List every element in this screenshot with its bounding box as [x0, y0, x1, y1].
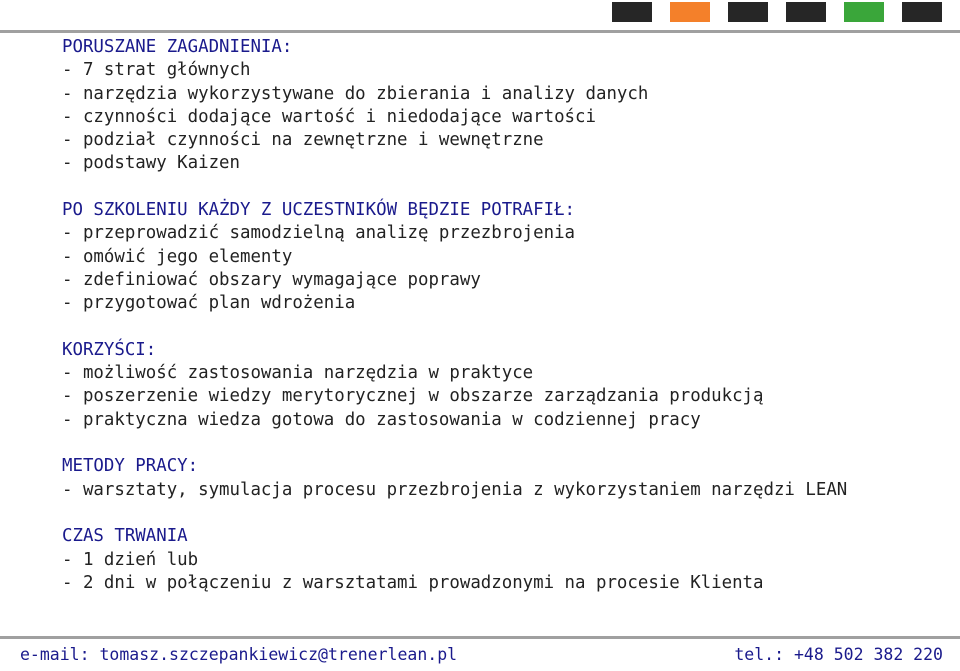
- section-benefits: [62, 339, 942, 432]
- list-item: - 2 dni w połączeniu z warsztatami prowadzonymi na procesie Klienta: [62, 572, 764, 593]
- main-content: [62, 36, 942, 618]
- header-color-bar-4: [786, 2, 826, 22]
- section-heading: PO SZKOLENIU KAŻDY Z UCZESTNIKÓW BĘDZIE POTRAFIŁ:: [62, 200, 576, 221]
- header-color-bars: [612, 2, 942, 22]
- list-item: - narzędzia wykorzystywane do zbierania i analizy danych: [62, 83, 649, 104]
- list-item: - przygotować plan wdrożenia: [62, 293, 356, 314]
- list-item: - przeprowadzić samodzielną analizę przezbrojenia: [62, 223, 576, 244]
- list-item: - podstawy Kaizen: [62, 153, 240, 174]
- section-heading: PORUSZANE ZAGADNIENIA:: [62, 37, 293, 57]
- list-item: - praktyczna wiedza gotowa do zastosowania w codziennej pracy: [62, 409, 701, 430]
- list-item: - omówić jego elementy: [62, 246, 293, 267]
- section-topics: [62, 36, 942, 176]
- header-color-bar-6: [902, 2, 942, 22]
- section-skills: [62, 199, 942, 315]
- section-duration: [62, 525, 942, 595]
- list-item: - 1 dzień lub: [62, 549, 199, 570]
- section-methods: [62, 455, 942, 502]
- section-heading: METODY PRACY:: [62, 456, 199, 477]
- list-item: - możliwość zastosowania narzędzia w praktyce: [62, 363, 534, 384]
- list-item: - zdefiniować obszary wymagające poprawy: [62, 269, 481, 290]
- footer-phone[interactable]: tel.: +48 502 382 220: [734, 645, 943, 664]
- header-color-bar-3: [728, 2, 768, 22]
- header-color-bar-2: [670, 2, 710, 22]
- list-item: - poszerzenie wiedzy merytorycznej w obszarze zarządzania produkcją: [62, 386, 764, 407]
- footer-email[interactable]: e-mail: tomasz.szczepankiewicz@trenerlean.pl: [20, 645, 458, 664]
- list-item: - czynności dodające wartość i niedodające wartości: [62, 106, 596, 127]
- header-color-bar-5: [844, 2, 884, 22]
- footer: [20, 644, 943, 666]
- section-heading: CZAS TRWANIA: [62, 526, 188, 547]
- header-color-bar-1: [612, 2, 652, 22]
- header-divider: [0, 30, 960, 33]
- list-item: - warsztaty, symulacja procesu przezbrojenia z wykorzystaniem narzędzi LEAN: [62, 479, 848, 500]
- footer-divider: [0, 636, 960, 639]
- section-heading: KORZYŚCI:: [62, 339, 157, 360]
- list-item: - podział czynności na zewnętrzne i wewnętrzne: [62, 130, 544, 151]
- list-item: - 7 strat głównych: [62, 60, 251, 81]
